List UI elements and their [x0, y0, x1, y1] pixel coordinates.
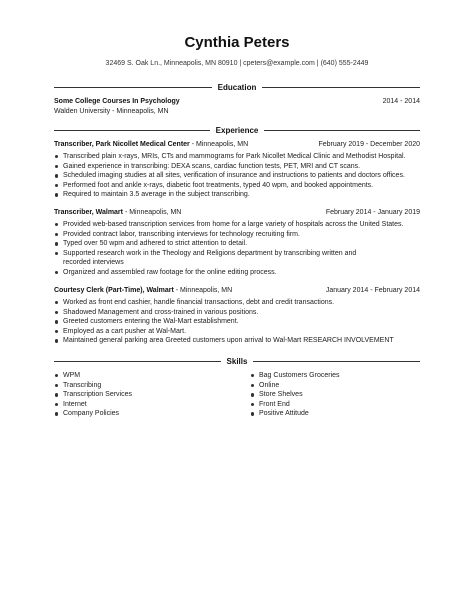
job-bullets — [54, 152, 420, 200]
job-role: Courtesy Clerk (Part-Time), Walmart — [54, 287, 174, 294]
list-item: Provided web-based transcription services from home for a large variety of hospitals across the United States. — [54, 220, 420, 230]
list-item: WPM — [54, 371, 214, 381]
list-item: Typed over 50 wpm and adhered to strict attention to detail. — [54, 239, 420, 249]
divider — [54, 361, 221, 362]
list-item: Shadowed Management and cross-trained in various positions. — [54, 308, 420, 318]
list-item: Organized and assembled raw footage for the online editing process. — [54, 268, 420, 278]
divider — [262, 87, 420, 88]
list-item: Required to maintain 3.5 average in the subject transcribing. — [54, 190, 420, 200]
list-item: Transcription Services — [54, 390, 214, 400]
job-entry — [54, 208, 420, 278]
skills-list — [250, 371, 410, 419]
section-title: Skills — [226, 356, 248, 366]
list-item: Maintained general parking area Greeted customers upon arrival to Wal-Mart RESEARCH INVOLVEMENT — [54, 336, 420, 346]
list-item: Greeted customers entering the Wal-Mart establishment. — [54, 317, 420, 327]
list-item: Gained experience in transcribing: DEXA scans, cardiac function tests, PET, MRI and CT scans. — [54, 162, 420, 172]
skills-left-column — [54, 369, 214, 419]
list-item: Store Shelves — [250, 390, 410, 400]
list-item: Front End — [250, 400, 410, 410]
job-location: - Minneapolis, MN — [189, 141, 249, 148]
job-role: Transcriber, Walmart — [54, 209, 123, 216]
job-dates: January 2014 - February 2014 — [325, 287, 420, 294]
job-bullets — [54, 220, 420, 278]
education-heading — [54, 82, 420, 92]
list-item: Supported research work in the Theology and Religions department by transcribing written and recorded interviews — [54, 249, 363, 268]
divider — [253, 361, 420, 362]
divider — [54, 87, 212, 88]
list-item: Transcribing — [54, 381, 214, 391]
job-bullets — [54, 298, 420, 346]
list-item: Positive Attitude — [250, 409, 410, 419]
list-item: Scheduled imaging studies at all sites, verification of insurance and instructions to patients and doctors offices. — [54, 171, 420, 181]
list-item: Transcribed plain x-rays, MRIs, CTs and mammograms for Park Nicollet Medical Clinic and Methodist Hospital. — [54, 152, 420, 162]
job-location: - Minneapolis, MN — [123, 209, 182, 216]
school: Walden University - Minneapolis, MN — [54, 108, 169, 115]
list-item: Internet — [54, 400, 214, 410]
job-role: Transcriber, Park Nicollet Medical Center — [54, 141, 190, 148]
section-title: Experience — [215, 125, 259, 135]
resume-name: Cynthia Peters — [184, 34, 290, 51]
skills-list — [54, 371, 214, 419]
section-title: Education — [217, 82, 257, 92]
list-item: Performed foot and ankle x-rays, diabetic foot treatments, typed 40 wpm, and booked appointments. — [54, 181, 420, 191]
degree: Some College Courses In Psychology — [54, 98, 180, 105]
education-dates: 2014 - 2014 — [382, 98, 420, 105]
job-dates: February 2019 - December 2020 — [318, 141, 420, 148]
list-item: Online — [250, 381, 410, 391]
experience-heading — [54, 125, 420, 135]
job-entry — [54, 286, 420, 346]
job-location: - Minneapolis, MN — [173, 287, 233, 294]
list-item: Company Policies — [54, 409, 214, 419]
job-entry — [54, 140, 420, 200]
list-item: Worked as front end cashier, handle financial transactions, debt and credit transactions. — [54, 298, 420, 308]
skills-heading — [54, 356, 420, 366]
list-item: Provided contract labor, transcribing interviews for technology recruiting firm. — [54, 230, 420, 240]
education-entry — [54, 97, 420, 117]
skills-right-column — [250, 369, 410, 419]
list-item: Bag Customers Groceries — [250, 371, 410, 381]
contact-line: 32469 S. Oak Ln., Minneapolis, MN 80910 | cpeters@example.com | (640) 555-2449 — [105, 60, 369, 67]
divider — [54, 130, 210, 131]
list-item: Employed as a cart pusher at Wal-Mart. — [54, 327, 420, 337]
divider — [264, 130, 420, 131]
job-dates: February 2014 - January 2019 — [325, 209, 420, 216]
